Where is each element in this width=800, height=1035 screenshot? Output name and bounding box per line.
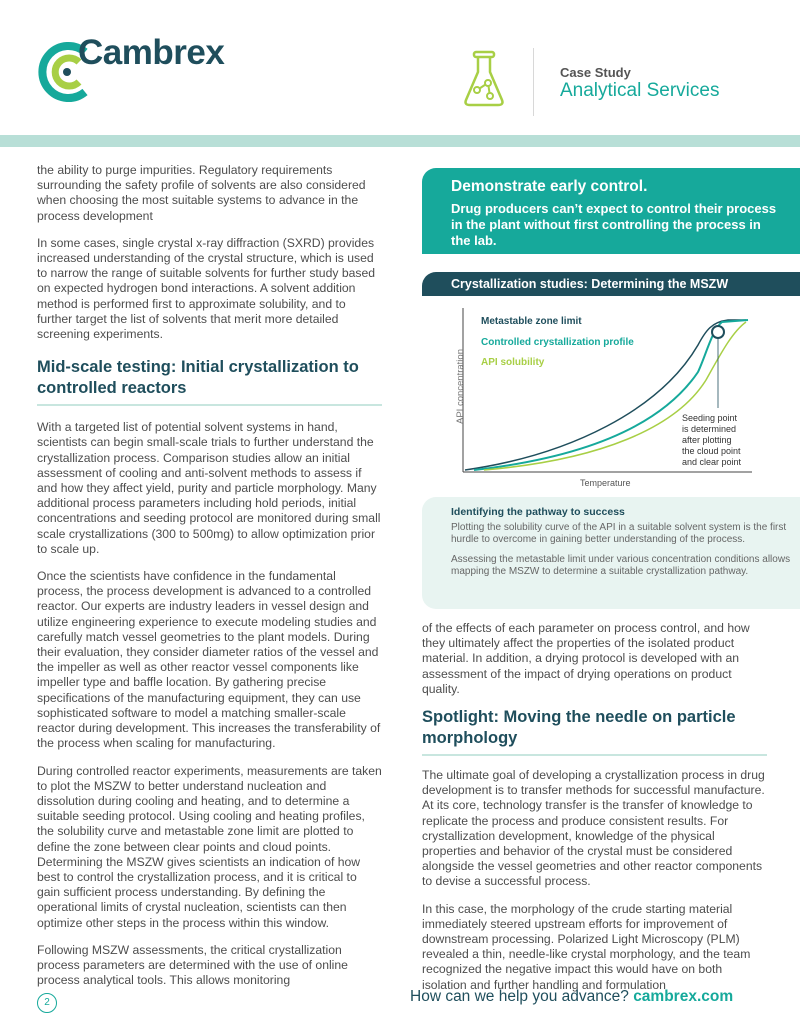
legend-metastable: Metastable zone limit (481, 316, 582, 327)
left-column (37, 163, 382, 1000)
legend-controlled: Controlled crystallization profile (481, 337, 634, 348)
chart-header (422, 272, 800, 296)
paragraph: Once the scientists have confidence in the fundamental process, the process development is advanced to a controlled reactor. Our experts are industry leaders in vessel design and utilize engineering experience to execute modeling studies and carefully match vessel geometries to the plant models. During their evaluation, they consider diameter ratios of the vessel and the impeller as well as other reactor vessel components like impeller type and baffle location. By gathering precise specifications of the manufacturing equipment, they can use sophisticated software to model a matching smaller-scale reactor during development. This increases the transferability of the process when scaling for manufacturing. (37, 569, 381, 751)
doc-type-label: Case Study (560, 65, 631, 80)
header-divider (533, 48, 534, 116)
paragraph: With a targeted list of potential solvent systems in hand, scientists can begin small-scale trials to further understand the crystallization process. Comparison studies allow an initial assessment of cooling and anti-solvent methods to assess if and how they affect yield, purity and particle morphology. Many additional process parameters including hold periods, initial concentrations and seeding protocol are monitored during small scale crystallizations (300 to 500mg) to allow optimization prior to scale up. (37, 420, 381, 556)
annotation-line: Seeding point (682, 413, 738, 423)
paragraph: Assessing the metastable limit under various concentration conditions allows mapping the MSZW to determine a suitable crystallization pathway. (451, 553, 791, 578)
brand-logo-text[interactable]: Cambrex (78, 33, 225, 72)
seeding-annotation (682, 413, 742, 467)
paragraph: The ultimate goal of developing a crystallization process in drug development is to transfer methods for successful manufacture. At its core, technology transfer is the transfer of knowledge to replicate the process and produce consistent results. For crystallization development, knowledge of the physical properties and behavior of the crystal must be considered alongside the vessel geometries and other reactor components to devise a successful process. (422, 768, 765, 889)
legend-solubility: API solubility (481, 357, 545, 368)
right-column (422, 621, 767, 1005)
annotation-line: is determined (682, 424, 737, 434)
section-heading-spotlight: Spotlight: Moving the needle on particle morphology (422, 708, 736, 748)
paragraph: During controlled reactor experiments, measurements are taken to plot the MSZW to better understand nucleation and dissolution during cooling and heating, and to determine a suitable seeding protocol. Using cooling and heating profiles, the solubility curve and metastable zone limit are plotted to define the zone between clear points and cloud points. Determining the MSZW gives scientists an indication of how best to control the crystallization process, and it is critical to gain sufficient process understanding. By defining the operational limits of crystal nucleation, scientists can then optimize other steps in the process within this window. (37, 763, 382, 930)
flask-icon (462, 50, 506, 108)
chart-header-text: Crystallization studies: Determining the MSZW (451, 277, 729, 291)
paragraph: In some cases, single crystal x-ray diffraction (SXRD) provides increased understanding of the crystal structure, which is used to narrow the range of suitable solvents for further study based on expected hydrogen bond interactions. A solvent addition method is performed first to approximate solubility, and to further target the list of solvents that merit more detailed screening experiments. (37, 235, 376, 342)
info-box (422, 497, 800, 609)
page-number: 2 (37, 993, 57, 1013)
paragraph: of the effects of each parameter on process control, and how they ultimately affect the properties of the isolated product material. In addition, a drying protocol is developed with an assessment of the impact of drying operations on product quality. (422, 621, 750, 696)
annotation-line: after plotting (682, 435, 732, 445)
paragraph: the ability to purge impurities. Regulatory requirements surrounding the safety profile of solvents are also considered when choosing the most suitable systems to advance in the process development (37, 163, 366, 223)
seeding-point-marker (712, 326, 724, 338)
footer-cta-text: How can we help you advance? (410, 988, 629, 1005)
heading-rule (422, 754, 767, 756)
doc-title: Analytical Services (560, 80, 720, 101)
footer-link[interactable]: cambrex.com (633, 988, 734, 1005)
callout-body: Drug producers can’t expect to control their process in the plant without first controlling the process in the lab. (451, 201, 777, 248)
heading-rule (37, 404, 382, 406)
callout-title: Demonstrate early control. (451, 178, 648, 195)
footer-cta (410, 988, 733, 1006)
paragraph: In this case, the morphology of the crude starting material immediately steered upstream efforts for improvement of downstream processing. Polarized Light Microscopy (PLM) revealed a thin, needle-like crystal morphology, and the team recognized the negative impact this would have on both isolation and further handling and formulation (422, 901, 751, 992)
info-box-body (451, 522, 791, 586)
header-band (0, 135, 800, 147)
annotation-line: and clear point (682, 457, 742, 467)
info-box-title: Identifying the pathway to success (451, 506, 625, 518)
paragraph: Following MSZW assessments, the critical crystallization process parameters are determined with the use of online process analytical tools. This allows monitoring (37, 942, 348, 988)
x-axis-label: Temperature (580, 478, 631, 488)
callout-box (422, 168, 800, 254)
y-axis-label: API concentration (455, 349, 466, 424)
section-heading-mid-scale: Mid-scale testing: Initial crystallization to controlled reactors (37, 358, 359, 398)
paragraph: Plotting the solubility curve of the API in a suitable solvent system is the first hurdle to overcome in gaining better understanding of the process. (451, 522, 787, 546)
mszw-diagram (440, 300, 780, 495)
annotation-line: the cloud point (682, 446, 741, 456)
